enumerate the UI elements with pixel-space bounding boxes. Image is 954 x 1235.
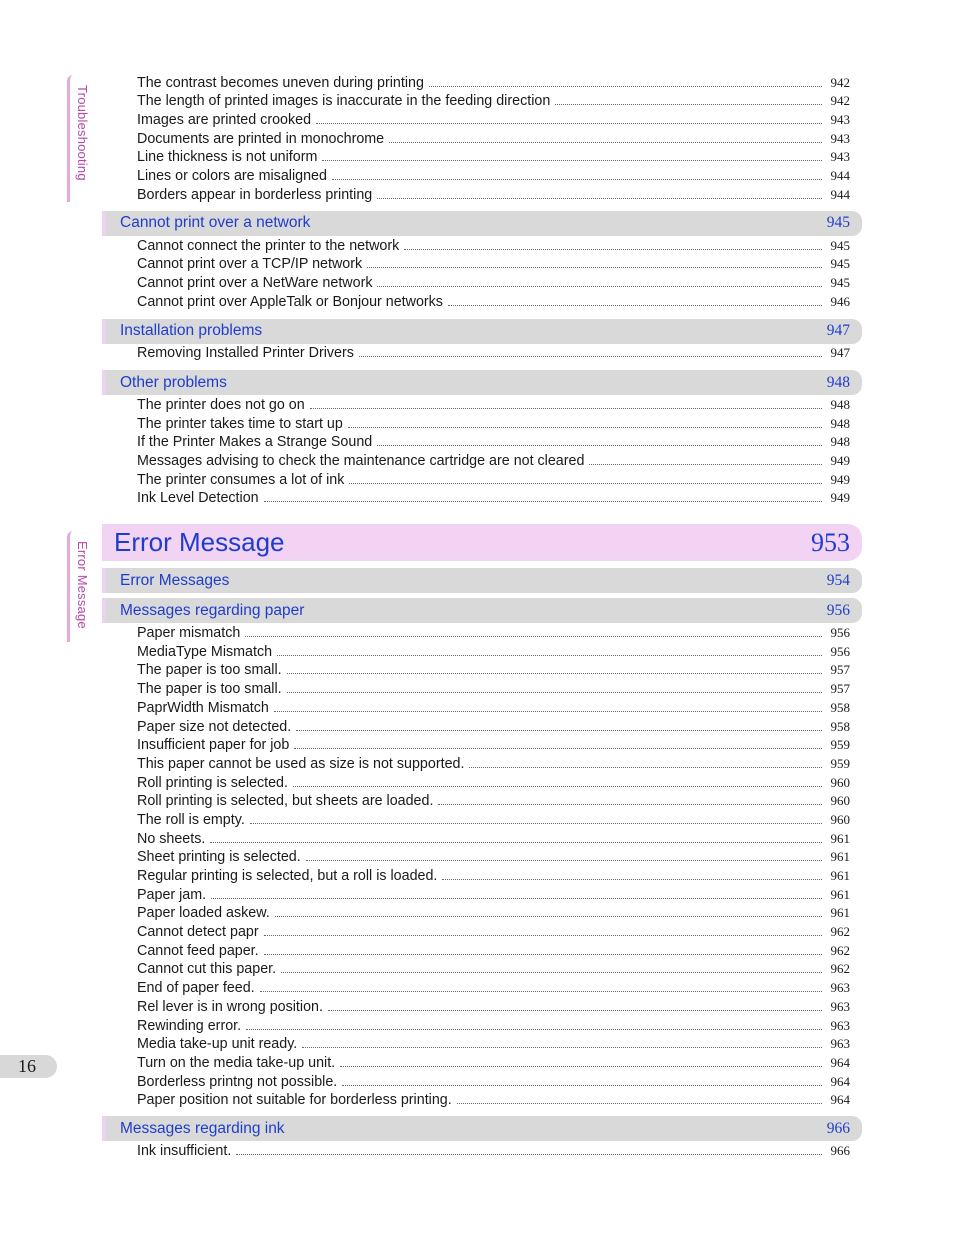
toc-entry[interactable] bbox=[137, 166, 850, 185]
entry-page: 962 bbox=[830, 924, 850, 940]
entry-page: 942 bbox=[830, 93, 850, 109]
dot-leader bbox=[287, 692, 822, 693]
section-header-other[interactable] bbox=[102, 370, 862, 395]
chapter-page: 953 bbox=[811, 527, 850, 557]
section-title: Cannot print over a network bbox=[120, 214, 311, 232]
toc-entry[interactable] bbox=[137, 110, 850, 129]
entry-group-other bbox=[102, 395, 862, 507]
entry-title: This paper cannot be used as size is not supported. bbox=[137, 755, 465, 772]
section-header-ink[interactable] bbox=[102, 1116, 862, 1141]
entry-page: 957 bbox=[830, 681, 850, 697]
entry-title: Paper size not detected. bbox=[137, 718, 292, 735]
dot-leader bbox=[287, 673, 822, 674]
toc-entry[interactable] bbox=[137, 395, 850, 414]
entry-page: 966 bbox=[830, 1142, 850, 1158]
section-header-network[interactable] bbox=[102, 211, 862, 236]
entry-title: The paper is too small. bbox=[137, 681, 282, 698]
entry-page: 943 bbox=[830, 130, 850, 146]
dot-leader bbox=[296, 730, 822, 731]
entry-title: Rewinding error. bbox=[137, 1017, 242, 1034]
dot-leader bbox=[349, 483, 822, 484]
entry-title: Cannot print over a TCP/IP network bbox=[137, 256, 363, 273]
entry-page: 963 bbox=[830, 1036, 850, 1052]
toc-entry[interactable] bbox=[137, 717, 850, 736]
section-title: Installation problems bbox=[120, 322, 263, 340]
side-tab-troubleshooting[interactable] bbox=[67, 75, 89, 202]
entry-group-intro bbox=[102, 73, 862, 204]
entry-title: The printer does not go on bbox=[137, 396, 305, 413]
entry-page: 961 bbox=[830, 886, 850, 902]
entry-title: The length of printed images is inaccurate in the feeding direction bbox=[137, 93, 551, 110]
toc-entry[interactable] bbox=[137, 904, 850, 923]
toc-entry[interactable] bbox=[137, 1016, 850, 1035]
dot-leader bbox=[367, 267, 822, 268]
dot-leader bbox=[328, 1010, 822, 1011]
dot-leader bbox=[264, 935, 822, 936]
dot-leader bbox=[377, 445, 822, 446]
entry-title: End of paper feed. bbox=[137, 980, 255, 997]
entry-title: Paper mismatch bbox=[137, 625, 241, 642]
section-page: 945 bbox=[826, 214, 850, 232]
side-tab-error-message[interactable] bbox=[67, 531, 89, 642]
dot-leader bbox=[404, 249, 822, 250]
entry-title: Paper position not suitable for borderless printing. bbox=[137, 1092, 452, 1109]
entry-title: The printer takes time to start up bbox=[137, 415, 343, 432]
entry-title: Roll printing is selected, but sheets are loaded. bbox=[137, 793, 434, 810]
entry-page: 948 bbox=[830, 396, 850, 412]
entry-title: Paper loaded askew. bbox=[137, 905, 270, 922]
dot-leader bbox=[294, 748, 822, 749]
entry-page: 961 bbox=[830, 868, 850, 883]
entry-title: No sheets. bbox=[137, 830, 206, 847]
toc-entry[interactable] bbox=[137, 978, 850, 997]
entry-page: 964 bbox=[830, 1073, 850, 1089]
entry-page: 962 bbox=[830, 942, 850, 958]
entry-page: 949 bbox=[830, 490, 850, 506]
toc-entry[interactable] bbox=[137, 885, 850, 904]
dot-leader bbox=[245, 636, 822, 637]
toc-entry[interactable] bbox=[137, 866, 850, 885]
toc-entry[interactable] bbox=[137, 129, 850, 148]
toc-entry[interactable] bbox=[137, 489, 850, 508]
entry-group-network bbox=[102, 236, 862, 311]
entry-title: Cannot print over a NetWare network bbox=[137, 274, 373, 291]
dot-leader bbox=[260, 991, 822, 992]
entry-title: Paper jam. bbox=[137, 886, 207, 903]
entry-title: Ink insufficient. bbox=[137, 1142, 232, 1159]
dot-leader bbox=[348, 427, 822, 428]
dot-leader bbox=[277, 655, 822, 656]
entry-title: Sheet printing is selected. bbox=[137, 849, 301, 866]
entry-page: 958 bbox=[830, 718, 850, 734]
toc-entry[interactable] bbox=[137, 470, 850, 489]
entry-title: Messages advising to check the maintenance cartridge are not cleared bbox=[137, 453, 585, 469]
dot-leader bbox=[293, 786, 822, 787]
entry-page: 960 bbox=[830, 793, 850, 809]
toc-entry[interactable] bbox=[137, 92, 850, 111]
toc-entry[interactable] bbox=[137, 1035, 850, 1054]
toc-entry[interactable] bbox=[137, 997, 850, 1016]
toc-entry[interactable] bbox=[137, 344, 850, 363]
section-title: Error Messages bbox=[120, 571, 230, 589]
dot-leader bbox=[316, 123, 822, 124]
entry-title: Borderless printng not possible. bbox=[137, 1073, 338, 1090]
entry-title: Regular printing is selected, but a roll is loaded. bbox=[137, 868, 438, 884]
entry-title: Borders appear in borderless printing bbox=[137, 186, 373, 203]
entry-title: The contrast becomes uneven during printing bbox=[137, 74, 424, 91]
toc-entry[interactable] bbox=[137, 922, 850, 941]
toc-entry[interactable] bbox=[137, 1053, 850, 1072]
section-page: 954 bbox=[826, 571, 850, 589]
entry-title: Cannot detect papr bbox=[137, 924, 259, 941]
entry-page: 959 bbox=[830, 737, 850, 753]
entry-page: 948 bbox=[830, 415, 850, 431]
entry-page: 961 bbox=[830, 849, 850, 865]
entry-page: 959 bbox=[830, 755, 850, 771]
dot-leader bbox=[236, 1154, 822, 1155]
entry-title: Turn on the media take-up unit. bbox=[137, 1054, 336, 1071]
section-title: Other problems bbox=[120, 373, 227, 391]
dot-leader bbox=[210, 842, 822, 843]
entry-title: Removing Installed Printer Drivers bbox=[137, 345, 354, 362]
entry-page: 961 bbox=[830, 830, 850, 846]
dot-leader bbox=[302, 1047, 822, 1048]
entry-group-ink bbox=[102, 1141, 862, 1160]
entry-page: 945 bbox=[830, 274, 850, 290]
entry-title: Documents are printed in monochrome bbox=[137, 130, 385, 147]
entry-title: Cannot print over AppleTalk or Bonjour networks bbox=[137, 293, 443, 310]
entry-page: 947 bbox=[830, 345, 850, 361]
entry-title: Media take-up unit ready. bbox=[137, 1036, 298, 1053]
dot-leader bbox=[211, 898, 822, 899]
dot-leader bbox=[322, 160, 822, 161]
dot-leader bbox=[306, 860, 822, 861]
toc-entry[interactable] bbox=[137, 185, 850, 204]
toc-entry[interactable] bbox=[137, 698, 850, 717]
entry-title: Rel lever is in wrong position. bbox=[137, 998, 323, 1015]
toc-entry[interactable] bbox=[137, 148, 850, 167]
entry-group-paper bbox=[102, 623, 862, 1109]
dot-leader bbox=[275, 916, 822, 917]
entry-title: Cannot feed paper. bbox=[137, 942, 259, 959]
entry-page: 963 bbox=[830, 1017, 850, 1033]
entry-title: The roll is empty. bbox=[137, 811, 245, 828]
dot-leader bbox=[332, 179, 822, 180]
entry-page: 956 bbox=[830, 625, 850, 641]
toc-entry[interactable] bbox=[137, 1072, 850, 1091]
dot-leader bbox=[359, 356, 822, 357]
entry-title: Cannot cut this paper. bbox=[137, 961, 277, 978]
toc-entry[interactable] bbox=[137, 1141, 850, 1160]
toc-entry[interactable] bbox=[137, 73, 850, 92]
dot-leader bbox=[340, 1066, 822, 1067]
toc-entry[interactable] bbox=[137, 679, 850, 698]
side-tab-label: Error Message bbox=[75, 541, 90, 629]
dot-leader bbox=[389, 142, 822, 143]
toc-entry[interactable] bbox=[137, 255, 850, 274]
entry-page: 960 bbox=[830, 774, 850, 790]
section-page: 956 bbox=[826, 601, 850, 619]
toc-entry[interactable] bbox=[137, 773, 850, 792]
entry-title: Insufficient paper for job bbox=[137, 737, 290, 754]
toc-entry[interactable] bbox=[137, 273, 850, 292]
dot-leader bbox=[281, 972, 822, 973]
section-title: Messages regarding ink bbox=[120, 1119, 285, 1137]
toc-entry[interactable] bbox=[137, 754, 850, 773]
toc-entry[interactable] bbox=[137, 292, 850, 311]
entry-title: Line thickness is not uniform bbox=[137, 149, 318, 166]
entry-page: 943 bbox=[830, 112, 850, 128]
toc-entry[interactable] bbox=[137, 433, 850, 452]
dot-leader bbox=[589, 464, 822, 465]
dot-leader bbox=[274, 711, 822, 712]
entry-page: 961 bbox=[830, 905, 850, 921]
entry-page: 958 bbox=[830, 699, 850, 715]
entry-title: Images are printed crooked bbox=[137, 112, 312, 129]
dot-leader bbox=[264, 954, 822, 955]
entry-page: 942 bbox=[830, 74, 850, 90]
entry-page: 948 bbox=[830, 434, 850, 450]
entry-page: 943 bbox=[830, 149, 850, 165]
entry-title: MediaType Mismatch bbox=[137, 643, 273, 660]
toc-entry[interactable] bbox=[137, 736, 850, 755]
dot-leader bbox=[429, 86, 822, 87]
table-of-contents bbox=[102, 73, 862, 1160]
entry-title: If the Printer Makes a Strange Sound bbox=[137, 434, 373, 451]
entry-page: 945 bbox=[830, 237, 850, 253]
entry-page: 956 bbox=[830, 643, 850, 659]
toc-entry[interactable] bbox=[137, 848, 850, 867]
section-title: Messages regarding paper bbox=[120, 601, 305, 619]
dot-leader bbox=[469, 767, 822, 768]
section-header-installation[interactable] bbox=[102, 319, 862, 344]
entry-page: 963 bbox=[830, 998, 850, 1014]
entry-page: 944 bbox=[830, 168, 850, 184]
toc-entry[interactable] bbox=[137, 236, 850, 255]
section-page: 966 bbox=[826, 1119, 850, 1137]
dot-leader bbox=[377, 286, 822, 287]
toc-entry[interactable] bbox=[137, 829, 850, 848]
entry-title: PaprWidth Mismatch bbox=[137, 699, 269, 716]
dot-leader bbox=[310, 408, 822, 409]
dot-leader bbox=[377, 198, 822, 199]
side-tab-label: Troubleshooting bbox=[75, 85, 90, 181]
toc-entry[interactable] bbox=[137, 414, 850, 433]
entry-page: 960 bbox=[830, 811, 850, 827]
entry-title: The paper is too small. bbox=[137, 662, 282, 679]
entry-page: 964 bbox=[830, 1054, 850, 1070]
entry-page: 963 bbox=[830, 980, 850, 996]
entry-title: Roll printing is selected. bbox=[137, 774, 288, 791]
entry-page: 949 bbox=[830, 453, 850, 468]
dot-leader bbox=[555, 104, 822, 105]
entry-page: 945 bbox=[830, 256, 850, 272]
page-number: 16 bbox=[0, 1055, 57, 1078]
toc-entry[interactable] bbox=[137, 792, 850, 811]
chapter-header-error-message[interactable] bbox=[102, 524, 862, 561]
toc-entry[interactable] bbox=[137, 623, 850, 642]
dot-leader bbox=[264, 501, 822, 502]
entry-page: 944 bbox=[830, 186, 850, 202]
entry-title: Cannot connect the printer to the network bbox=[137, 237, 400, 254]
section-header-error-messages[interactable] bbox=[102, 568, 862, 593]
dot-leader bbox=[342, 1085, 822, 1086]
entry-page: 946 bbox=[830, 293, 850, 309]
entry-page: 962 bbox=[830, 961, 850, 977]
toc-entry[interactable] bbox=[137, 661, 850, 680]
entry-page: 964 bbox=[830, 1092, 850, 1108]
entry-title: Lines or colors are misaligned bbox=[137, 168, 327, 185]
toc-entry[interactable] bbox=[137, 941, 850, 960]
section-header-paper[interactable] bbox=[102, 598, 862, 623]
entry-page: 957 bbox=[830, 662, 850, 678]
entry-title: The printer consumes a lot of ink bbox=[137, 471, 345, 488]
toc-entry[interactable] bbox=[137, 451, 850, 470]
entry-group-installation bbox=[102, 344, 862, 363]
section-page: 948 bbox=[826, 373, 850, 391]
toc-entry[interactable] bbox=[137, 810, 850, 829]
toc-entry[interactable] bbox=[137, 1091, 850, 1110]
toc-entry[interactable] bbox=[137, 960, 850, 979]
entry-page: 949 bbox=[830, 471, 850, 487]
dot-leader bbox=[448, 305, 822, 306]
section-page: 947 bbox=[826, 322, 850, 340]
dot-leader bbox=[250, 823, 822, 824]
dot-leader bbox=[438, 804, 822, 805]
dot-leader bbox=[457, 1103, 822, 1104]
dot-leader bbox=[246, 1029, 822, 1030]
toc-entry[interactable] bbox=[137, 642, 850, 661]
entry-title: Ink Level Detection bbox=[137, 490, 259, 507]
dot-leader bbox=[442, 879, 822, 880]
chapter-title: Error Message bbox=[114, 527, 285, 558]
